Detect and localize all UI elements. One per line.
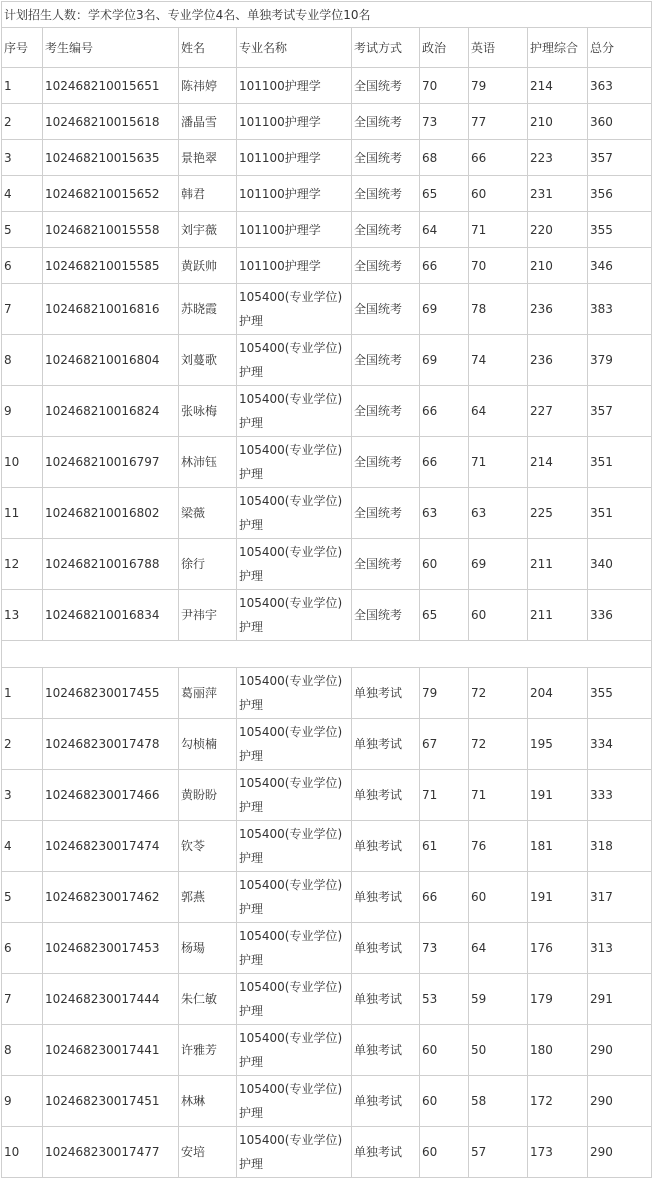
caption-row: [2, 2, 652, 28]
candidate-id-cell: 102468210016788: [43, 539, 179, 590]
seq-cell: 3: [2, 770, 43, 821]
english-score-cell: 60: [469, 590, 528, 641]
nursing-score-cell: 179: [528, 974, 588, 1025]
major-cell: 101100护理学: [237, 68, 352, 104]
major-cell: 101100护理学: [237, 140, 352, 176]
column-header-total-score: 总分: [588, 28, 652, 68]
total-score-cell: 360: [588, 104, 652, 140]
seq-cell: 10: [2, 1127, 43, 1178]
nursing-score-cell: 236: [528, 335, 588, 386]
major-cell: 105400(专业学位)护理: [237, 539, 352, 590]
name-cell: 韩君: [179, 176, 237, 212]
english-score-cell: 72: [469, 668, 528, 719]
politics-score-cell: 60: [420, 539, 469, 590]
seq-cell: 1: [2, 668, 43, 719]
major-cell: 105400(专业学位)护理: [237, 974, 352, 1025]
politics-score-cell: 65: [420, 176, 469, 212]
name-cell: 刘蔓歌: [179, 335, 237, 386]
english-score-cell: 57: [469, 1127, 528, 1178]
seq-cell: 7: [2, 284, 43, 335]
candidate-id-cell: 102468230017451: [43, 1076, 179, 1127]
politics-score-cell: 61: [420, 821, 469, 872]
total-score-cell: 334: [588, 719, 652, 770]
english-score-cell: 71: [469, 437, 528, 488]
total-score-cell: 333: [588, 770, 652, 821]
major-cell: 105400(专业学位)护理: [237, 668, 352, 719]
seq-cell: 8: [2, 1025, 43, 1076]
total-score-cell: 290: [588, 1076, 652, 1127]
seq-cell: 11: [2, 488, 43, 539]
total-score-cell: 357: [588, 386, 652, 437]
english-score-cell: 66: [469, 140, 528, 176]
english-score-cell: 59: [469, 974, 528, 1025]
politics-score-cell: 60: [420, 1025, 469, 1076]
total-score-cell: 351: [588, 437, 652, 488]
seq-cell: 2: [2, 104, 43, 140]
name-cell: 郭燕: [179, 872, 237, 923]
english-score-cell: 69: [469, 539, 528, 590]
major-cell: 105400(专业学位)护理: [237, 386, 352, 437]
english-score-cell: 64: [469, 923, 528, 974]
candidate-id-cell: 102468210016834: [43, 590, 179, 641]
table-row: [2, 212, 652, 248]
total-score-cell: 357: [588, 140, 652, 176]
table-row: [2, 140, 652, 176]
total-score-cell: 318: [588, 821, 652, 872]
exam-type-cell: 单独考试: [352, 1025, 420, 1076]
seq-cell: 6: [2, 923, 43, 974]
politics-score-cell: 79: [420, 668, 469, 719]
major-cell: 105400(专业学位)护理: [237, 1076, 352, 1127]
exam-type-cell: 全国统考: [352, 68, 420, 104]
name-cell: 杨瑒: [179, 923, 237, 974]
total-score-cell: 290: [588, 1127, 652, 1178]
column-header-seq: 序号: [2, 28, 43, 68]
name-cell: 潘晶雪: [179, 104, 237, 140]
exam-type-cell: 全国统考: [352, 248, 420, 284]
table-row: [2, 872, 652, 923]
total-score-cell: 383: [588, 284, 652, 335]
nursing-score-cell: 176: [528, 923, 588, 974]
candidate-id-cell: 102468230017455: [43, 668, 179, 719]
total-score-cell: 317: [588, 872, 652, 923]
politics-score-cell: 53: [420, 974, 469, 1025]
nursing-score-cell: 231: [528, 176, 588, 212]
table-row: [2, 104, 652, 140]
column-header-nursing-score: 护理综合: [528, 28, 588, 68]
exam-type-cell: 单独考试: [352, 719, 420, 770]
name-cell: 刘宇薇: [179, 212, 237, 248]
major-cell: 105400(专业学位)护理: [237, 437, 352, 488]
nursing-score-cell: 173: [528, 1127, 588, 1178]
exam-type-cell: 全国统考: [352, 335, 420, 386]
table-row: [2, 590, 652, 641]
politics-score-cell: 66: [420, 386, 469, 437]
major-cell: 105400(专业学位)护理: [237, 1025, 352, 1076]
politics-score-cell: 64: [420, 212, 469, 248]
seq-cell: 2: [2, 719, 43, 770]
english-score-cell: 50: [469, 1025, 528, 1076]
english-score-cell: 77: [469, 104, 528, 140]
table-row: [2, 719, 652, 770]
exam-type-cell: 全国统考: [352, 539, 420, 590]
table-row: [2, 284, 652, 335]
politics-score-cell: 70: [420, 68, 469, 104]
politics-score-cell: 67: [420, 719, 469, 770]
table-row: [2, 488, 652, 539]
name-cell: 黄盼盼: [179, 770, 237, 821]
total-score-cell: 340: [588, 539, 652, 590]
total-score-cell: 291: [588, 974, 652, 1025]
name-cell: 黄跃帅: [179, 248, 237, 284]
table-body: [2, 2, 652, 1178]
exam-type-cell: 全国统考: [352, 176, 420, 212]
table-row: [2, 974, 652, 1025]
total-score-cell: 351: [588, 488, 652, 539]
candidate-id-cell: 102468230017453: [43, 923, 179, 974]
seq-cell: 12: [2, 539, 43, 590]
name-cell: 林琳: [179, 1076, 237, 1127]
header-row: [2, 28, 652, 68]
seq-cell: 5: [2, 212, 43, 248]
seq-cell: 9: [2, 386, 43, 437]
exam-type-cell: 单独考试: [352, 1127, 420, 1178]
table-row: [2, 1076, 652, 1127]
seq-cell: 10: [2, 437, 43, 488]
name-cell: 张咏梅: [179, 386, 237, 437]
total-score-cell: 379: [588, 335, 652, 386]
enrollment-plan-caption: 计划招生人数：学术学位3名、专业学位4名、单独考试专业学位10名: [2, 2, 652, 28]
name-cell: 钦苓: [179, 821, 237, 872]
exam-type-cell: 全国统考: [352, 104, 420, 140]
admission-list-table: [1, 1, 652, 1178]
politics-score-cell: 65: [420, 590, 469, 641]
name-cell: 苏晓霞: [179, 284, 237, 335]
nursing-score-cell: 191: [528, 770, 588, 821]
major-cell: 101100护理学: [237, 212, 352, 248]
candidate-id-cell: 102468210015585: [43, 248, 179, 284]
table-row: [2, 770, 652, 821]
english-score-cell: 58: [469, 1076, 528, 1127]
politics-score-cell: 68: [420, 140, 469, 176]
exam-type-cell: 全国统考: [352, 212, 420, 248]
english-score-cell: 78: [469, 284, 528, 335]
exam-type-cell: 单独考试: [352, 923, 420, 974]
total-score-cell: 355: [588, 212, 652, 248]
table-row: [2, 1025, 652, 1076]
table-row: [2, 68, 652, 104]
major-cell: 105400(专业学位)护理: [237, 284, 352, 335]
seq-cell: 13: [2, 590, 43, 641]
english-score-cell: 72: [469, 719, 528, 770]
nursing-score-cell: 214: [528, 68, 588, 104]
nursing-score-cell: 211: [528, 590, 588, 641]
table-row: [2, 386, 652, 437]
seq-cell: 3: [2, 140, 43, 176]
name-cell: 许雅芳: [179, 1025, 237, 1076]
major-cell: 105400(专业学位)护理: [237, 488, 352, 539]
candidate-id-cell: 102468230017444: [43, 974, 179, 1025]
total-score-cell: 356: [588, 176, 652, 212]
exam-type-cell: 单独考试: [352, 974, 420, 1025]
name-cell: 梁薇: [179, 488, 237, 539]
seq-cell: 4: [2, 821, 43, 872]
nursing-score-cell: 214: [528, 437, 588, 488]
name-cell: 安培: [179, 1127, 237, 1178]
total-score-cell: 363: [588, 68, 652, 104]
english-score-cell: 60: [469, 176, 528, 212]
nursing-score-cell: 210: [528, 248, 588, 284]
major-cell: 101100护理学: [237, 104, 352, 140]
exam-type-cell: 全国统考: [352, 140, 420, 176]
politics-score-cell: 73: [420, 923, 469, 974]
column-header-name: 姓名: [179, 28, 237, 68]
column-header-english-score: 英语: [469, 28, 528, 68]
nursing-score-cell: 211: [528, 539, 588, 590]
table-row: [2, 668, 652, 719]
column-header-major: 专业名称: [237, 28, 352, 68]
exam-type-cell: 全国统考: [352, 488, 420, 539]
nursing-score-cell: 210: [528, 104, 588, 140]
candidate-id-cell: 102468210015618: [43, 104, 179, 140]
candidate-id-cell: 102468230017466: [43, 770, 179, 821]
candidate-id-cell: 102468230017462: [43, 872, 179, 923]
table-row: [2, 437, 652, 488]
english-score-cell: 74: [469, 335, 528, 386]
major-cell: 105400(专业学位)护理: [237, 821, 352, 872]
major-cell: 105400(专业学位)护理: [237, 872, 352, 923]
nursing-score-cell: 236: [528, 284, 588, 335]
nursing-score-cell: 180: [528, 1025, 588, 1076]
nursing-score-cell: 227: [528, 386, 588, 437]
exam-type-cell: 全国统考: [352, 284, 420, 335]
english-score-cell: 71: [469, 212, 528, 248]
english-score-cell: 64: [469, 386, 528, 437]
politics-score-cell: 73: [420, 104, 469, 140]
seq-cell: 6: [2, 248, 43, 284]
exam-type-cell: 全国统考: [352, 386, 420, 437]
major-cell: 105400(专业学位)护理: [237, 719, 352, 770]
total-score-cell: 346: [588, 248, 652, 284]
candidate-id-cell: 102468210016824: [43, 386, 179, 437]
table-row: [2, 1127, 652, 1178]
nursing-score-cell: 223: [528, 140, 588, 176]
table-row: [2, 248, 652, 284]
major-cell: 105400(专业学位)护理: [237, 770, 352, 821]
candidate-id-cell: 102468210016804: [43, 335, 179, 386]
politics-score-cell: 66: [420, 437, 469, 488]
name-cell: 徐行: [179, 539, 237, 590]
english-score-cell: 71: [469, 770, 528, 821]
table-row: [2, 821, 652, 872]
name-cell: 林沛钰: [179, 437, 237, 488]
candidate-id-cell: 102468210015558: [43, 212, 179, 248]
politics-score-cell: 69: [420, 335, 469, 386]
separator-row: [2, 641, 652, 668]
english-score-cell: 76: [469, 821, 528, 872]
total-score-cell: 355: [588, 668, 652, 719]
seq-cell: 8: [2, 335, 43, 386]
table-row: [2, 923, 652, 974]
politics-score-cell: 63: [420, 488, 469, 539]
major-cell: 105400(专业学位)护理: [237, 923, 352, 974]
politics-score-cell: 66: [420, 872, 469, 923]
seq-cell: 4: [2, 176, 43, 212]
candidate-id-cell: 102468210015635: [43, 140, 179, 176]
column-header-politics-score: 政治: [420, 28, 469, 68]
column-header-exam-type: 考试方式: [352, 28, 420, 68]
major-cell: 105400(专业学位)护理: [237, 1127, 352, 1178]
exam-type-cell: 单独考试: [352, 770, 420, 821]
seq-cell: 5: [2, 872, 43, 923]
candidate-id-cell: 102468230017477: [43, 1127, 179, 1178]
candidate-id-cell: 102468210015651: [43, 68, 179, 104]
candidate-id-cell: 102468230017478: [43, 719, 179, 770]
table-row: [2, 176, 652, 212]
politics-score-cell: 71: [420, 770, 469, 821]
candidate-id-cell: 102468210015652: [43, 176, 179, 212]
english-score-cell: 70: [469, 248, 528, 284]
seq-cell: 1: [2, 68, 43, 104]
name-cell: 景艳翠: [179, 140, 237, 176]
politics-score-cell: 66: [420, 248, 469, 284]
politics-score-cell: 60: [420, 1076, 469, 1127]
table-row: [2, 539, 652, 590]
politics-score-cell: 60: [420, 1127, 469, 1178]
candidate-id-cell: 102468210016797: [43, 437, 179, 488]
candidate-id-cell: 102468230017441: [43, 1025, 179, 1076]
exam-type-cell: 全国统考: [352, 590, 420, 641]
exam-type-cell: 单独考试: [352, 1076, 420, 1127]
english-score-cell: 60: [469, 872, 528, 923]
major-cell: 101100护理学: [237, 176, 352, 212]
separator-cell: [2, 641, 652, 668]
candidate-id-cell: 102468210016802: [43, 488, 179, 539]
candidate-id-cell: 102468230017474: [43, 821, 179, 872]
english-score-cell: 63: [469, 488, 528, 539]
major-cell: 105400(专业学位)护理: [237, 335, 352, 386]
politics-score-cell: 69: [420, 284, 469, 335]
nursing-score-cell: 191: [528, 872, 588, 923]
major-cell: 105400(专业学位)护理: [237, 590, 352, 641]
table-row: [2, 335, 652, 386]
total-score-cell: 290: [588, 1025, 652, 1076]
nursing-score-cell: 204: [528, 668, 588, 719]
name-cell: 陈祎婷: [179, 68, 237, 104]
nursing-score-cell: 220: [528, 212, 588, 248]
exam-type-cell: 单独考试: [352, 821, 420, 872]
column-header-candidate-id: 考生编号: [43, 28, 179, 68]
name-cell: 朱仁敏: [179, 974, 237, 1025]
seq-cell: 7: [2, 974, 43, 1025]
name-cell: 尹祎宇: [179, 590, 237, 641]
nursing-score-cell: 181: [528, 821, 588, 872]
nursing-score-cell: 172: [528, 1076, 588, 1127]
nursing-score-cell: 225: [528, 488, 588, 539]
total-score-cell: 313: [588, 923, 652, 974]
nursing-score-cell: 195: [528, 719, 588, 770]
candidate-id-cell: 102468210016816: [43, 284, 179, 335]
exam-type-cell: 单独考试: [352, 872, 420, 923]
exam-type-cell: 全国统考: [352, 437, 420, 488]
english-score-cell: 79: [469, 68, 528, 104]
major-cell: 101100护理学: [237, 248, 352, 284]
exam-type-cell: 单独考试: [352, 668, 420, 719]
name-cell: 葛丽萍: [179, 668, 237, 719]
total-score-cell: 336: [588, 590, 652, 641]
seq-cell: 9: [2, 1076, 43, 1127]
name-cell: 勾桢楠: [179, 719, 237, 770]
